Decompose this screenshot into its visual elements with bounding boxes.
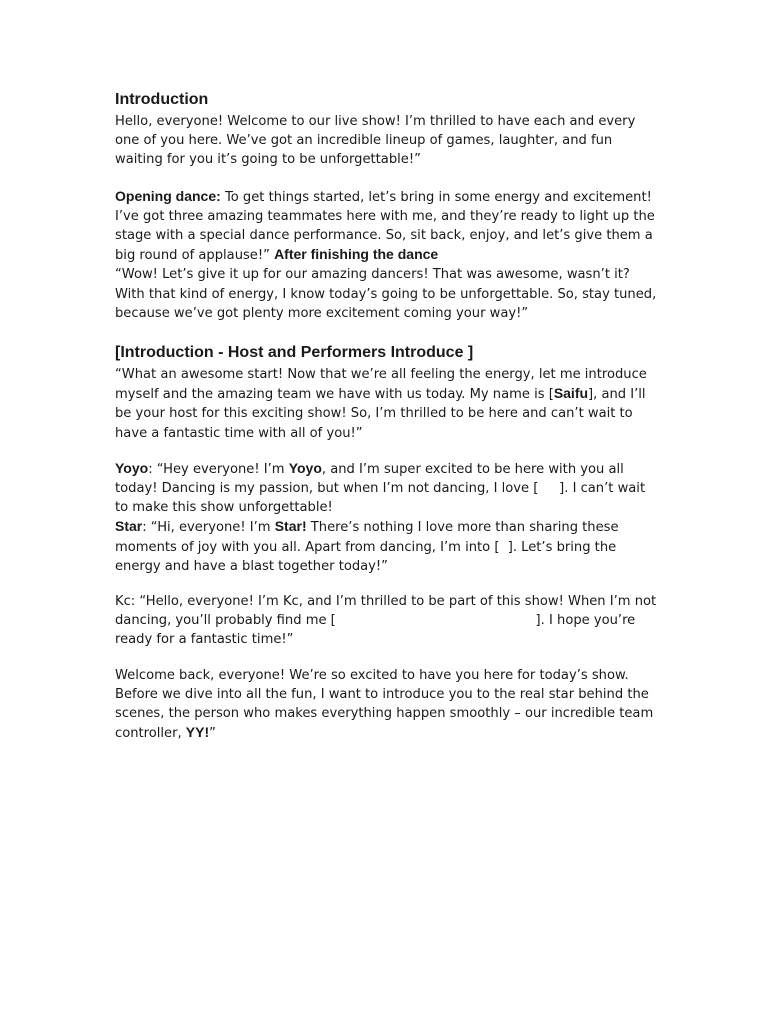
controller-name: YY! [185,724,210,741]
yoyo-text-a: : “Hey everyone! I’m [148,461,289,477]
opening-dance-text: To get things started, let’s bring in some energy and excitement! I’ve got three amazing teammates here with me, and they’re ready to light up the stage with a special dance performance. So, sit back, enjoy, and let’s give them a big round of applause!” [115,189,655,264]
yoyo-text-b: , and I’m super excited to be here with you all today! Dancing is my passion, but when I’m not dancing, I love [ ]. I can’t wait to make this show unforgettable! [115,461,650,516]
yoyo-name: Yoyo [288,459,322,476]
after-dance-label: After finishing the dance [274,246,439,263]
document-page [115,90,660,743]
star-text-a: : “Hi, everyone! I’m [142,520,275,536]
section2-heading: [Introduction - Host and Performers Introduce ] [115,344,474,362]
host-paragraph [115,365,660,443]
star-text-b: There’s nothing I love more than sharing these moments of joy with you all. Apart from dancing, I’m into [ ]. Let’s bring the energy and have a blast together today!” [115,520,623,574]
intro-paragraph: Hello, everyone! Welcome to our live show! I’m thrilled to have each and every one of you here. We’ve got an incredible lineup of games, laughter, and fun waiting for you it’s going to be unforgettable!” [115,114,636,168]
intro-heading: Introduction [115,91,209,108]
closing-end: ” [209,726,216,742]
host-text-before: “What an awesome start! Now that we’re all feeling the energy, let me introduce myself and the amazing team we have with us today. My name is [ [115,367,647,403]
yoyo-label: Yoyo [115,459,149,476]
closing-paragraph [115,666,660,744]
host-text-after: ], and I’ll be your host for this exciting show! So, I’m thrilled to be here and can’t wait to have a fantastic time with all of you!” [115,387,646,441]
star-name: Star! [274,518,307,535]
host-name: Saifu [553,385,589,402]
closing-text: Welcome back, everyone! We’re so excited to have you here for today’s show. Before we dive into all the fun, I want to introduce you to the real star behind the scenes, the person who makes everything happen smoothly – our incredible team controller, [115,667,654,742]
star-label: Star [115,518,143,535]
opening-dance-label: Opening dance: [115,187,221,204]
opening-dance-paragraph [115,187,660,266]
kc-paragraph: Kc: “Hello, everyone! I’m Kc, and I’m thrilled to be part of this show! When I’m not dancing, you’ll probably find me [ ]. I hope you’re ready for a fantastic time!” [115,594,661,648]
star-paragraph [115,517,660,576]
after-dance-paragraph: “Wow! Let’s give it up for our amazing dancers! That was awesome, wasn’t it? With that kind of energy, I know today’s going to be unforgettable. So, stay tuned, because we’ve got plenty more excitement coming your way!” [115,267,657,321]
yoyo-paragraph [115,459,660,518]
